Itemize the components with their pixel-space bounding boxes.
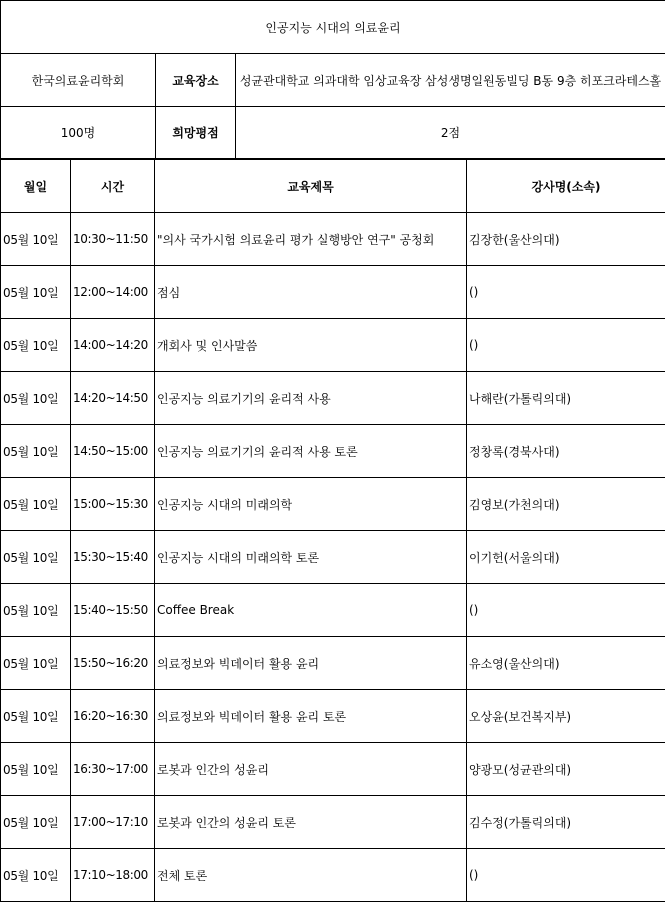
row-title: 인공지능 시대의 미래의학: [155, 478, 467, 531]
table-row: [1, 690, 665, 743]
row-lecturer: (): [467, 584, 665, 637]
row-date: 05월 10일: [1, 425, 71, 478]
row-time: 16:30~17:00: [71, 743, 155, 796]
row-date: 05월 10일: [1, 637, 71, 690]
row-lecturer: (): [467, 849, 665, 902]
location-label: 교육장소: [156, 54, 236, 107]
info-table: [0, 0, 665, 159]
location-value: 성균관대학교 의과대학 임상교육장 삼성생명일원동빌딩 B동 9층 히포크라테스홀: [236, 54, 665, 107]
table-row: [1, 319, 665, 372]
row-date: 05월 10일: [1, 584, 71, 637]
row-time: 15:50~16:20: [71, 637, 155, 690]
table-row: [1, 584, 665, 637]
row-time: 14:20~14:50: [71, 372, 155, 425]
capacity: 100명: [1, 107, 156, 159]
column-header-date: 월일: [1, 160, 71, 213]
row-time: 17:00~17:10: [71, 796, 155, 849]
row-time: 14:00~14:20: [71, 319, 155, 372]
table-row: [1, 637, 665, 690]
row-time: 15:00~15:30: [71, 478, 155, 531]
row-title: 로봇과 인간의 성윤리 토론: [155, 796, 467, 849]
row-date: 05월 10일: [1, 796, 71, 849]
points-value: 2점: [236, 107, 665, 159]
column-header-time: 시간: [71, 160, 155, 213]
table-row: [1, 213, 665, 266]
row-lecturer: 정창록(경북사대): [467, 425, 665, 478]
table-row: [1, 372, 665, 425]
row-lecturer: 오상윤(보건복지부): [467, 690, 665, 743]
row-date: 05월 10일: [1, 849, 71, 902]
row-time: 16:20~16:30: [71, 690, 155, 743]
row-time: 10:30~11:50: [71, 213, 155, 266]
page-title: 인공지능 시대의 의료윤리: [1, 1, 665, 54]
row-time: 15:30~15:40: [71, 531, 155, 584]
row-title: 인공지능 의료기기의 윤리적 사용: [155, 372, 467, 425]
organizer: 한국의료윤리학회: [1, 54, 156, 107]
row-lecturer: 김영보(가천의대): [467, 478, 665, 531]
row-date: 05월 10일: [1, 372, 71, 425]
row-title: 로봇과 인간의 성윤리: [155, 743, 467, 796]
row-title: 인공지능 시대의 미래의학 토론: [155, 531, 467, 584]
schedule-header-row: [1, 160, 665, 213]
table-row: [1, 425, 665, 478]
table-row: [1, 478, 665, 531]
row-date: 05월 10일: [1, 531, 71, 584]
row-title: 의료정보와 빅데이터 활용 윤리 토론: [155, 690, 467, 743]
column-header-lecturer: 강사명(소속): [467, 160, 665, 213]
row-lecturer: 김장한(울산의대): [467, 213, 665, 266]
table-row: [1, 266, 665, 319]
row-time: 12:00~14:00: [71, 266, 155, 319]
table-row: [1, 531, 665, 584]
row-title: 인공지능 의료기기의 윤리적 사용 토론: [155, 425, 467, 478]
row-title: "의사 국가시험 의료윤리 평가 실행방안 연구" 공청회: [155, 213, 467, 266]
row-time: 15:40~15:50: [71, 584, 155, 637]
row-time: 17:10~18:00: [71, 849, 155, 902]
row-title: 의료정보와 빅데이터 활용 윤리: [155, 637, 467, 690]
row-title: 점심: [155, 266, 467, 319]
table-row: [1, 796, 665, 849]
table-row: [1, 849, 665, 902]
row-lecturer: 유소영(울산의대): [467, 637, 665, 690]
row-date: 05월 10일: [1, 690, 71, 743]
row-lecturer: (): [467, 319, 665, 372]
row-lecturer: 김수정(가톨릭의대): [467, 796, 665, 849]
schedule-table: [0, 159, 665, 902]
points-label: 희망평점: [156, 107, 236, 159]
row-time: 14:50~15:00: [71, 425, 155, 478]
table-row: [1, 743, 665, 796]
row-lecturer: 이기헌(서울의대): [467, 531, 665, 584]
row-date: 05월 10일: [1, 743, 71, 796]
row-date: 05월 10일: [1, 319, 71, 372]
row-date: 05월 10일: [1, 213, 71, 266]
row-lecturer: 나해란(가톨릭의대): [467, 372, 665, 425]
row-lecturer: (): [467, 266, 665, 319]
row-lecturer: 양광모(성균관의대): [467, 743, 665, 796]
row-title: 전체 토론: [155, 849, 467, 902]
row-date: 05월 10일: [1, 478, 71, 531]
row-title: Coffee Break: [155, 584, 467, 637]
row-title: 개회사 및 인사말씀: [155, 319, 467, 372]
column-header-title: 교육제목: [155, 160, 467, 213]
row-date: 05월 10일: [1, 266, 71, 319]
